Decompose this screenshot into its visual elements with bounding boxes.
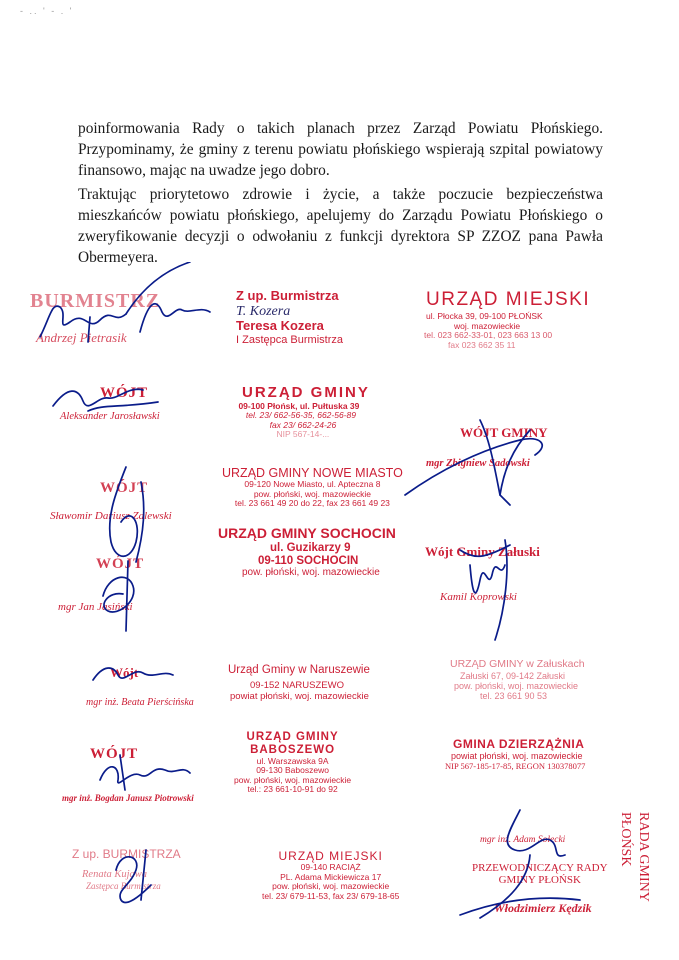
stamp-ugz-address: Załuski 67, 09-142 Załuski	[460, 670, 566, 681]
stamp-przew-gmina: GMINY PŁOŃSK	[498, 874, 581, 887]
stamp-rada-line1: RADA GMINY	[636, 812, 651, 902]
stamp-ugs-title: URZĄD GMINY SOCHOCIN	[218, 525, 396, 541]
stamp-gd-ids: NIP 567-185-17-85, REGON 130378077	[445, 760, 586, 771]
stamp-urzad-gminy-nowe-miasto	[222, 466, 403, 509]
stamp-urzad-miejski-tel: tel. 023 662-33-01, 023 663 13 00	[424, 330, 553, 341]
stamp-wojt-plonsk-title: WÓJT	[100, 385, 149, 401]
stamp-umr-tel: tel. 23/ 679-11-53, fax 23/ 679-18-65	[262, 890, 400, 901]
stamp-ug-plonsk-nip: NIP 567-14-...	[276, 429, 330, 440]
stamp-gd-region: powiat płoński, woj. mazowieckie	[451, 751, 583, 762]
stamp-przew-name: Włodzimierz Kędzik	[494, 901, 592, 915]
stamp-wojt-naruszewo-title: Wójt	[110, 665, 139, 680]
stamp-urzad-gminy-plonsk	[228, 385, 370, 440]
paragraph-2: Traktując priorytetowo zdrowie i życie, a także poczucie bezpieczeństwa mieszkańców powiatu płońskiego, apelujemy do Zarządu Powiatu Płońskiego o zweryfikowanie decyzji o odwołaniu z funkcji dyrektora SP ZZOZ pana Pawła Obermeyera.	[78, 186, 603, 266]
stamp-urzad-miejski-region: woj. mazowieckie	[454, 320, 521, 331]
stamp-wojt-naruszewo-name: mgr inż. Beata Pierścińska	[86, 697, 194, 708]
stamp-urzad-miejski-plonsk	[418, 289, 590, 350]
stamp-urzad-miejski-title: URZĄD MIEJSKI	[426, 289, 591, 310]
stamp-zupr-role: Zastępca Burmistrza	[86, 881, 161, 892]
stamp-zup-burmistrza-plonsk	[236, 289, 343, 346]
stamp-urzad-gminy-zaluski	[450, 659, 585, 701]
stamp-wojt-joniec-name: mgr Jan Jasiński	[58, 601, 133, 613]
stamp-ugnm-region: pow. płoński, woj. mazowieckie	[253, 488, 371, 499]
stamp-urzad-gminy-baboszewo	[234, 731, 351, 795]
stamp-urzad-miejski-fax: fax 023 662 35 11	[448, 339, 516, 350]
stamp-zupr-title: Z up. BURMISTRZA	[72, 847, 181, 861]
stamp-wojt-plonsk-name: Aleksander Jarosławski	[60, 411, 160, 422]
stamp-burmistrz-name: Andrzej Pietrasik	[36, 330, 127, 345]
stamp-urzad-gminy-sochocin	[218, 526, 396, 579]
stamp-przewodniczacy	[472, 862, 608, 887]
stamp-ugz-title: URZĄD GMINY w Załuskach	[450, 658, 585, 670]
stamp-ugz-region: pow. płoński, woj. mazowieckie	[454, 680, 579, 691]
stamp-ug-plonsk-tel: tel. 23/ 662-56-35, 662-56-89	[245, 410, 356, 421]
stamp-ugb-street: ul. Warszawska 9A	[256, 755, 329, 766]
stamp-wojt-sadowski-title: WÓJT GMINY	[460, 425, 548, 440]
stamp-gmina-dzierzaznia	[445, 738, 585, 771]
stamp-umr-region: pow. płoński, woj. mazowieckie	[272, 881, 390, 892]
stamp-ugb-title: URZĄD GMINY	[246, 731, 339, 743]
stamp-rada-gminy	[616, 812, 652, 902]
stamp-ugn-city: 09-152 NARUSZEWO	[250, 679, 344, 691]
stamp-zupr-name: Renata Kujawa	[82, 869, 148, 881]
stamp-ugs-city: 09-110 SOCHOCIN	[258, 554, 359, 567]
stamp-wojt-joniec-title: WÓJT	[96, 556, 145, 572]
stamp-umr-street: PL. Adama Mickiewicza 17	[280, 871, 382, 882]
stamp-ugs-region: pow. płoński, woj. mazowieckie	[242, 567, 380, 579]
stamp-przewodniczacy-name-top: mgr inż. Adam Sołecki	[480, 835, 566, 845]
stamp-urzad-miejski-raciaz	[262, 850, 399, 902]
stamp-ug-plonsk-address: 09-100 Płońsk, ul. Pułtuska 39	[238, 400, 360, 411]
stamp-ugb-region: pow. płoński, woj. mazowieckie	[234, 774, 352, 785]
paragraph-1: poinformowania Rady o takich planach przez Zarząd Powiatu Płońskiego. Przypominamy, że gminy z terenu powiatu płońskiego wspierają szpital powiatowy finansowo, mając na uwadze jego dobro.	[78, 120, 603, 179]
stamp-wojt-sadowski-name: mgr Zbigniew Sadowski	[426, 458, 530, 469]
stamp-ug-plonsk-fax: fax 23/ 662-24-26	[269, 419, 337, 430]
stamp-burmistrz-title: BURMISTRZ	[30, 290, 161, 312]
stamp-ugb-city: 09-130 Baboszewo	[256, 765, 329, 776]
stamp-zup-role: I Zastępca Burmistrza	[236, 333, 343, 346]
stamp-ugnm-address: 09-120 Nowe Miasto, ul. Apteczna 8	[244, 479, 381, 489]
stamp-ugnm-tel: tel. 23 661 49 20 do 22, fax 23 661 49 23	[234, 498, 390, 509]
stamp-ugn-title: Urząd Gminy w Naruszewie	[228, 664, 370, 676]
stamp-zup-burmistrza-raciaz	[72, 848, 181, 891]
stamp-zup-line: Z up. Burmistrza	[236, 288, 339, 303]
stamp-wojt-zalewski-name: Sławomir Dariusz Zalewski	[50, 510, 172, 522]
stamp-ugn-region: powiat płoński, woj. mazowieckie	[230, 690, 369, 702]
stamp-umr-city: 09-140 RACIĄŻ	[300, 862, 361, 873]
stamp-ugs-street: ul. Guzikarzy 9	[270, 541, 351, 554]
stamp-ugz-tel: tel. 23 661 90 53	[480, 690, 548, 701]
stamp-ugb-tel: tel.: 23 661-10-91 do 92	[247, 784, 338, 795]
stamp-przew-role: PRZEWODNICZĄCY RADY	[472, 862, 608, 874]
stamp-umr-title: URZĄD MIEJSKI	[278, 849, 383, 863]
stamp-rada-line2: PŁOŃSK	[618, 812, 633, 867]
top-scan-marks: - .. ' - . '	[20, 6, 74, 16]
stamp-urzad-miejski-address: ul. Płocka 39, 09-100 PŁOŃSK	[426, 311, 543, 322]
stamp-wojt-zalewski-title: WÓJT	[100, 480, 149, 496]
stamp-wojt-zaluski-title: Wójt Gminy Załuski	[425, 544, 540, 559]
stamp-zup-sig: T. Kozera	[236, 303, 291, 319]
stamp-wojt-zaluski-name: Kamil Koprowski	[440, 591, 517, 603]
stamp-ug-plonsk-title: URZĄD GMINY	[242, 384, 370, 401]
stamp-gd-title: GMINA DZIERZĄŻNIA	[453, 737, 585, 751]
stamp-ugb-title2: BABOSZEWO	[250, 743, 336, 756]
stamp-urzad-gminy-naruszewo	[228, 664, 370, 702]
stamp-zup-name: Teresa Kozera	[236, 318, 324, 334]
stamp-wojt-baboszewo-name: mgr inż. Bogdan Janusz Piotrowski	[62, 793, 194, 803]
stamp-ugnm-title: URZĄD GMINY NOWE MIASTO	[222, 466, 403, 480]
stamp-wojt-baboszewo-title: WÓJT	[90, 746, 139, 762]
signature-wojt-zaluski	[450, 520, 560, 650]
